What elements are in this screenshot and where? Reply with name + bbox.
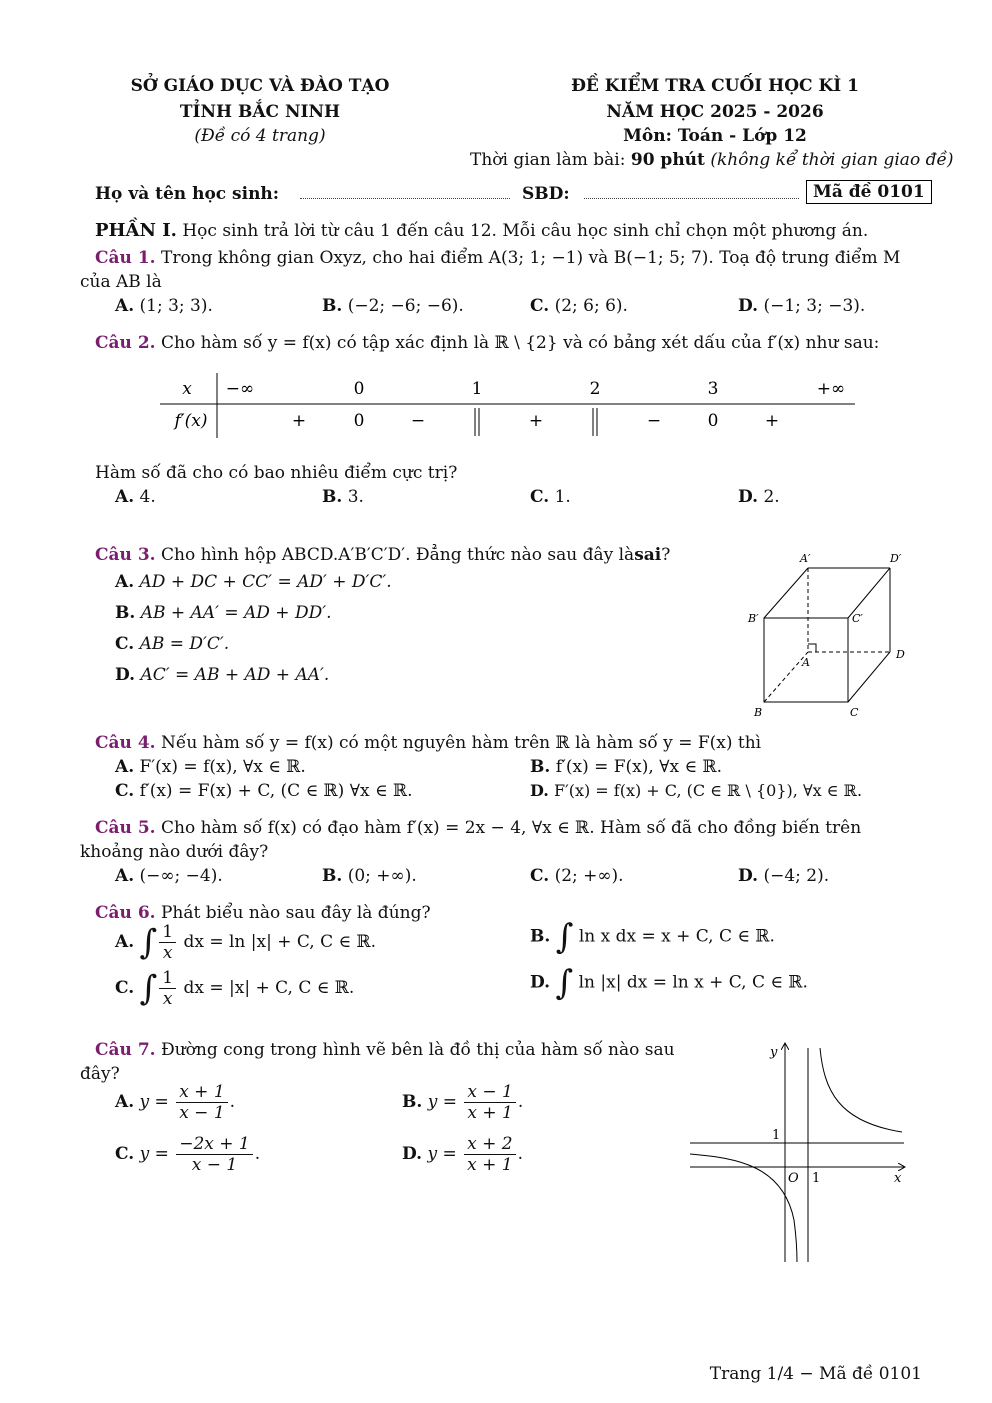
vertex-label: B [754,706,763,719]
time-value: 90 phút [630,150,705,170]
x-value: −∞ [225,379,255,399]
q6-text: Phát biểu nào sau đây là đúng? [160,903,431,923]
upper-right-branch [820,1048,902,1132]
q6-option-d[interactable]: D. ∫ ln |x| dx = ln x + C, C ∈ ℝ. [530,963,808,1003]
q4-option-a[interactable]: A. F′(x) = f(x), ∀x ∈ ℝ. [115,757,306,777]
x-value: +∞ [816,379,846,399]
sign: − [410,411,426,431]
sign: + [528,411,544,431]
x-one-label: 1 [812,1171,821,1186]
integral-sign: ∫ [139,922,158,963]
q2-text: Cho hàm số y = f(x) có tập xác định là ℝ \ {2} và có bảng xét dấu của f′(x) như sau: [160,333,880,353]
origin-label: O [788,1171,799,1186]
vertex-label: C [850,706,859,719]
q4-text: Nếu hàm số y = f(x) có một nguyên hàm trên ℝ là hàm số y = F(x) thì [160,733,762,753]
q4-option-d[interactable]: D. F′(x) = f(x) + C, (C ∈ ℝ \ {0}), ∀x ∈ ℝ. [530,781,863,800]
school-name: SỞ GIÁO DỤC VÀ ĐÀO TẠO [130,76,390,96]
q4-stem [95,733,761,753]
part1-heading [95,220,868,241]
q2-option-d[interactable]: D. 2. [738,487,780,507]
integral-sign: ∫ [555,963,574,1003]
page-footer: Trang 1/4 − Mã đề 0101 [709,1364,922,1384]
q1-stem-cont: của AB là [80,272,162,292]
sign: 0 [353,411,365,431]
q2-option-b[interactable]: B. 3. [322,487,364,507]
vertex-label: D [896,648,905,661]
lower-left-branch [690,1154,797,1262]
q2-label: Câu 2. [95,333,156,353]
school-year: NĂM HỌC 2025 - 2026 [606,102,824,122]
q5-text: Cho hàm số f(x) có đạo hàm f′(x) = 2x − 4, ∀x ∈ ℝ. Hàm số đã cho đồng biến trên [160,818,862,838]
q7-stem-cont: đây? [80,1064,120,1084]
sbd-line[interactable] [584,186,799,199]
q7-option-d[interactable]: D. y = $\frac{x + 2}{x + 1}$ . [402,1134,524,1175]
exam-title: ĐỀ KIỂM TRA CUỐI HỌC KÌ 1 [571,76,859,96]
q6-stem [95,903,431,923]
q5-stem-cont: khoảng nào dưới đây? [80,842,269,862]
q5-option-d[interactable]: D. (−4; 2). [738,866,830,886]
sign-table-f-label: f′(x) [174,411,208,431]
student-name-line[interactable] [300,186,510,199]
q1-option-a[interactable]: A. (1; 3; 3). [115,296,213,316]
q3-option-d[interactable]: D. AC′ = AB + AD + AA′. [115,665,330,685]
q4-option-c[interactable]: C. f′(x) = F(x) + C, (C ∈ ℝ) ∀x ∈ ℝ. [115,781,413,801]
y-one-label: 1 [772,1128,781,1143]
vertex-label: A [802,656,810,669]
q7-label: Câu 7. [95,1040,156,1060]
sign: + [291,411,307,431]
q3-text-bold: sai [634,545,662,565]
hyperbola-graph [688,1040,908,1265]
q1-option-c[interactable]: C. (2; 6; 6). [530,296,628,316]
q3-text-end: ? [661,545,671,565]
exam-time [470,150,954,170]
q1-stem [95,248,900,268]
q7-option-a[interactable]: A. y = $\frac{x + 1}{x - 1}$ . [115,1082,236,1123]
q7-stem [95,1040,675,1060]
x-value: 3 [707,379,719,399]
vertex-label: B′ [748,612,759,625]
q3-label: Câu 3. [95,545,156,565]
q1-text: Trong không gian Oxyz, cho hai điểm A(3; 1; −1) và B(−1; 5; 7). Toạ độ trung điểm M [160,248,901,268]
q6-option-c[interactable]: C. ∫ $\frac{1}{x}$ dx = |x| + C, C ∈ ℝ. [115,968,355,1009]
q3-option-b[interactable]: B. AB + AA′ = AD + DD′. [115,603,332,623]
q7-option-b[interactable]: B. y = $\frac{x - 1}{x + 1}$ . [402,1082,524,1123]
part1-title: PHẦN I. [95,220,177,241]
q1-option-d[interactable]: D. (−1; 3; −3). [738,296,866,316]
q7-text: Đường cong trong hình vẽ bên là đồ thị của hàm số nào sau [160,1040,675,1060]
province-name: TỈNH BẮC NINH [179,102,341,122]
x-value: 1 [471,379,483,399]
q6-label: Câu 6. [95,903,156,923]
q4-label: Câu 4. [95,733,156,753]
vertex-label: C′ [852,612,863,625]
q5-option-a[interactable]: A. (−∞; −4). [115,866,223,886]
sign-table [155,368,865,443]
x-axis-label: x [894,1171,902,1186]
sign-table-x-label: x [182,379,192,399]
q2-question: Hàm số đã cho có bao nhiêu điểm cực trị? [95,463,458,483]
sbd-label: SBD: [522,184,570,204]
q3-stem [95,545,670,565]
sign: − [646,411,662,431]
sign: + [764,411,780,431]
q6-option-a[interactable]: A. ∫ $\frac{1}{x}$ dx = ln |x| + C, C ∈ ℝ. [115,922,377,963]
y-axis-label: y [770,1045,778,1060]
sign: 0 [707,411,719,431]
x-value: 2 [589,379,601,399]
q2-stem [95,333,879,353]
q2-option-c[interactable]: C. 1. [530,487,571,507]
integral-sign: ∫ [555,917,574,957]
vertex-label: A′ [800,552,811,565]
exam-code: Mã đề 0101 [806,180,932,204]
time-prefix: Thời gian làm bài: [470,150,626,170]
subject: Môn: Toán - Lớp 12 [623,126,807,146]
q3-option-a[interactable]: A. AD + DC + CC′ = AD′ + D′C′. [115,572,392,592]
q3-option-c[interactable]: C. AB = D′C′. [115,634,230,654]
q5-option-c[interactable]: C. (2; +∞). [530,866,624,886]
q5-stem [95,818,861,838]
q4-option-b[interactable]: B. f′(x) = F(x), ∀x ∈ ℝ. [530,757,722,777]
time-suffix: (không kể thời gian giao đề) [710,150,954,170]
q3-text: Cho hình hộp ABCD.A′B′C′D′. Đẳng thức nào sau đây là [160,545,635,565]
integral-sign: ∫ [139,968,158,1009]
student-name-label: Họ và tên học sinh: [95,184,280,204]
q1-label: Câu 1. [95,248,156,268]
q5-option-b[interactable]: B. (0; +∞). [322,866,417,886]
q7-option-c[interactable]: C. y = $\frac{-2x + 1}{x - 1}$ . [115,1134,261,1175]
q6-option-b[interactable]: B. ∫ ln x dx = x + C, C ∈ ℝ. [530,917,775,957]
part1-instruction: Học sinh trả lời từ câu 1 đến câu 12. Mỗi câu học sinh chỉ chọn một phương án. [182,221,869,241]
box-figure [740,548,920,723]
q1-option-b[interactable]: B. (−2; −6; −6). [322,296,464,316]
page-count-note: (Đề có 4 trang) [194,126,326,146]
q5-label: Câu 5. [95,818,156,838]
x-value: 0 [353,379,365,399]
q2-option-a[interactable]: A. 4. [115,487,156,507]
vertex-label: D′ [890,552,902,565]
